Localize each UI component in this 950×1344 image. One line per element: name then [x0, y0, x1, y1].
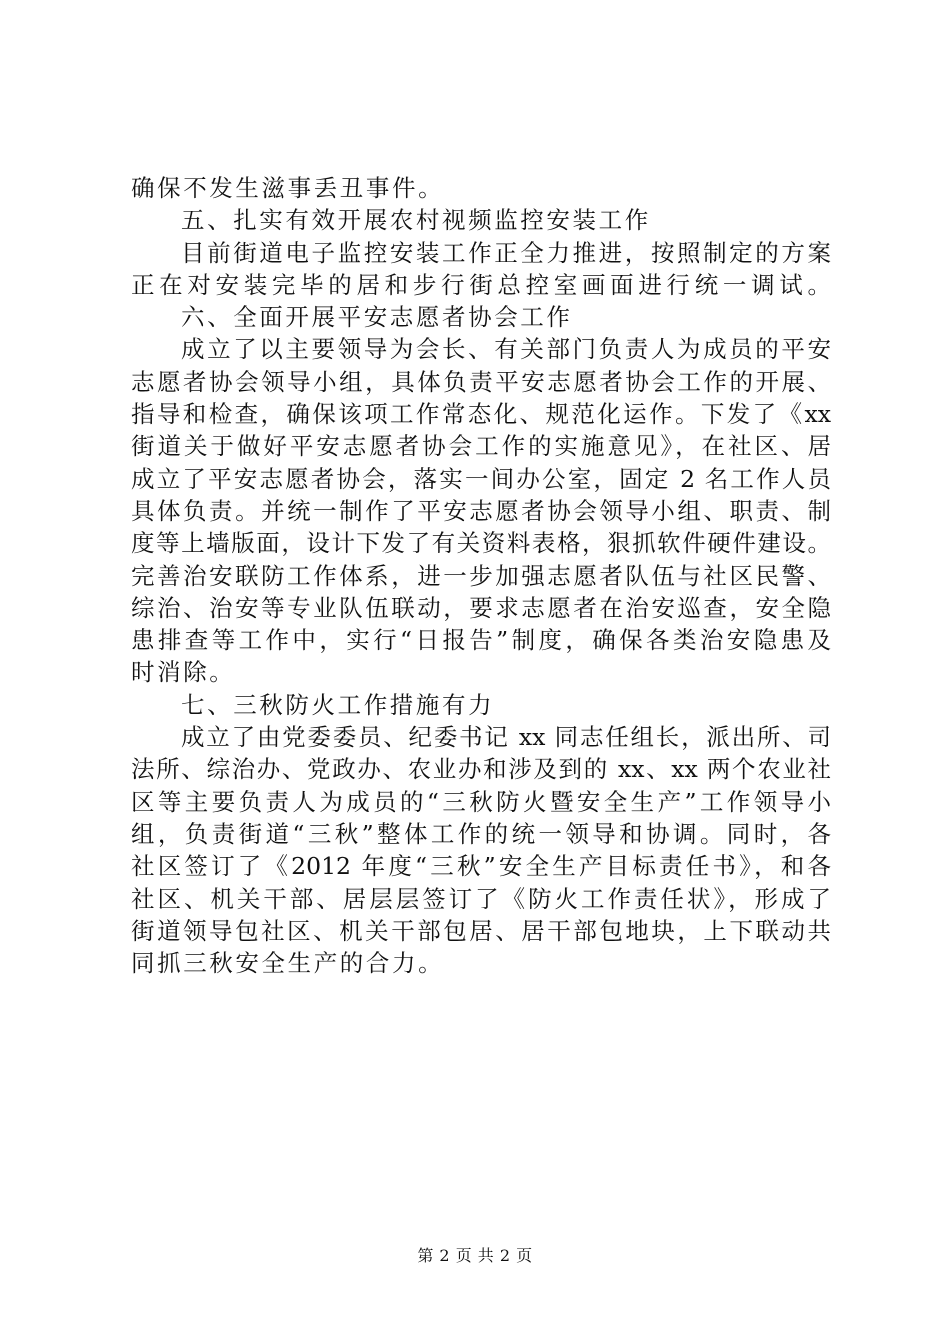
text-line: 街道领导包社区、机关干部包居、居干部包地块，上下联动共 [131, 916, 831, 945]
text-line: 七、三秋防火工作措施有力 [181, 690, 495, 719]
text-line: 成立了由党委委员、纪委书记 xx 同志任组长，派出所、司 [181, 723, 831, 752]
text-line: 街道关于做好平安志愿者协会工作的实施意见》，在社区、居 [131, 432, 831, 461]
page-footer: 第 2 页 共 2 页 [417, 1246, 533, 1265]
text-line: 时消除。 [131, 658, 236, 687]
text-line: 社区、机关干部、居层层签订了《防火工作责任状》，形成了 [131, 884, 831, 913]
text-line: 成立了以主要领导为会长、有关部门负责人为成员的平安 [181, 335, 831, 364]
document-body [131, 172, 831, 979]
text-line: 综治、治安等专业队伍联动，要求志愿者在治安巡查，安全隐 [131, 593, 831, 622]
text-line: 六、全面开展平安志愿者协会工作 [181, 303, 573, 332]
text-line: 患排查等工作中，实行“日报告”制度，确保各类治安隐患及 [131, 626, 831, 655]
text-line: 组，负责街道“三秋”整体工作的统一领导和协调。同时，各 [131, 819, 831, 848]
text-line: 完善治安联防工作体系，进一步加强志愿者队伍与社区民警、 [131, 561, 831, 590]
text-line: 成立了平安志愿者协会，落实一间办公室，固定 2 名工作人员 [131, 464, 831, 493]
text-line: 法所、综治办、党政办、农业办和涉及到的 xx、xx 两个农业社 [131, 755, 831, 784]
text-line: 正在对安装完毕的居和步行街总控室画面进行统一调试。 [131, 270, 831, 299]
text-line: 确保不发生滋事丢丑事件。 [131, 174, 445, 202]
text-line: 社区签订了《2012 年度“三秋”安全生产目标责任书》，和各 [131, 852, 831, 881]
text-line: 志愿者协会领导小组，具体负责平安志愿者协会工作的开展、 [131, 367, 831, 396]
text-line: 目前街道电子监控安装工作正全力推进，按照制定的方案 [181, 238, 831, 267]
text-line: 五、扎实有效开展农村视频监控安装工作 [181, 206, 651, 235]
text-line: 度等上墙版面，设计下发了有关资料表格，狠抓软件硬件建设。 [131, 529, 831, 558]
text-line: 具体负责。并统一制作了平安志愿者协会领导小组、职责、制 [131, 496, 831, 525]
text-line: 同抓三秋安全生产的合力。 [131, 949, 445, 978]
text-line: 指导和检查，确保该项工作常态化、规范化运作。下发了《xx [131, 400, 831, 429]
text-line: 区等主要负责人为成员的“三秋防火暨安全生产”工作领导小 [131, 787, 831, 816]
